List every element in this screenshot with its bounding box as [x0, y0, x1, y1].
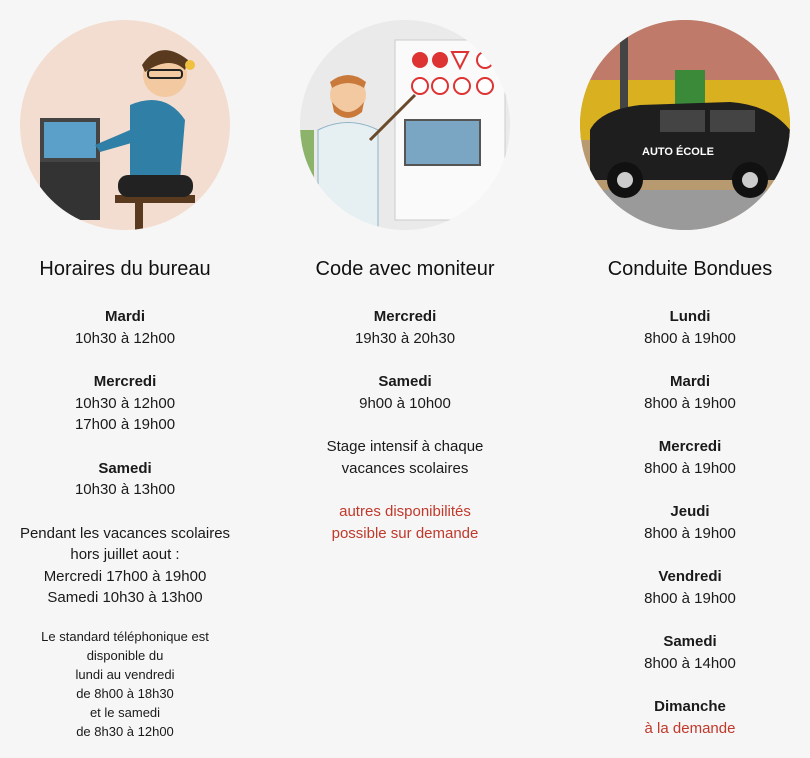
car-logo-text: AUTO ÉCOLE	[642, 146, 714, 158]
code-day-label: Mercredi	[373, 308, 437, 325]
code-body	[280, 306, 530, 544]
driving-title: Conduite Bondues	[607, 258, 773, 280]
office-time: 17h00 à 19h00	[74, 416, 176, 433]
driving-day-label: Mercredi	[658, 438, 722, 455]
code-illustration	[300, 20, 510, 230]
driving-day-label: Samedi	[663, 633, 717, 650]
phone-line: et le samedi	[89, 704, 161, 720]
driving-day-label: Dimanche	[654, 698, 726, 715]
office-day-label: Mercredi	[93, 373, 157, 390]
driving-time: 8h00 à 19h00	[644, 459, 736, 477]
office-time: 10h30 à 12h00	[74, 329, 176, 347]
office-time: 10h30 à 12h00	[74, 394, 176, 412]
driving-day-label: Lundi	[669, 308, 711, 325]
office-day-label: Samedi	[98, 459, 152, 477]
office-day-label: Mardi	[104, 308, 145, 325]
availability-note: autres disponibilités	[339, 503, 471, 520]
stage-line: Stage intensif à chaque	[326, 438, 484, 455]
holiday-line: Mercredi 17h00 à 19h00	[43, 567, 207, 585]
office-time: 10h30 à 13h00	[74, 481, 176, 498]
code-time: 19h30 à 20h30	[354, 329, 456, 347]
stage-line: vacances scolaires	[341, 459, 469, 477]
phone-info	[0, 627, 250, 741]
office-illustration	[20, 20, 230, 230]
phone-line: Le standard téléphonique est	[41, 628, 209, 644]
driving-illustration	[580, 20, 790, 230]
code-time: 9h00 à 10h00	[359, 394, 451, 412]
office-hours-body	[0, 306, 250, 741]
holiday-line: hors juillet aout :	[70, 546, 180, 563]
driving-body	[565, 306, 810, 739]
office-hours-title: Horaires du bureau	[39, 258, 211, 280]
availability-note: possible sur demande	[331, 524, 479, 542]
driving-day-label: Jeudi	[670, 503, 710, 520]
driving-time: 8h00 à 19h00	[644, 589, 736, 607]
phone-line: disponible du	[86, 647, 164, 663]
driving-time: 8h00 à 14h00	[644, 654, 736, 672]
driving-time: 8h00 à 19h00	[644, 524, 736, 542]
driving-time: 8h00 à 19h00	[644, 329, 736, 347]
holiday-line: Samedi 10h30 à 13h00	[47, 589, 203, 606]
code-day-label: Samedi	[378, 373, 432, 390]
phone-line: de 8h30 à 12h00	[76, 723, 174, 739]
phone-line: lundi au vendredi	[75, 666, 175, 682]
driving-day-label: Vendredi	[658, 568, 722, 585]
holiday-line: Pendant les vacances scolaires	[19, 524, 231, 542]
driving-time: 8h00 à 19h00	[644, 394, 736, 412]
sunday-note: à la demande	[644, 719, 736, 737]
driving-day-label: Mardi	[669, 373, 710, 390]
phone-line: de 8h00 à 18h30	[76, 685, 174, 701]
code-title: Code avec moniteur	[315, 258, 495, 280]
